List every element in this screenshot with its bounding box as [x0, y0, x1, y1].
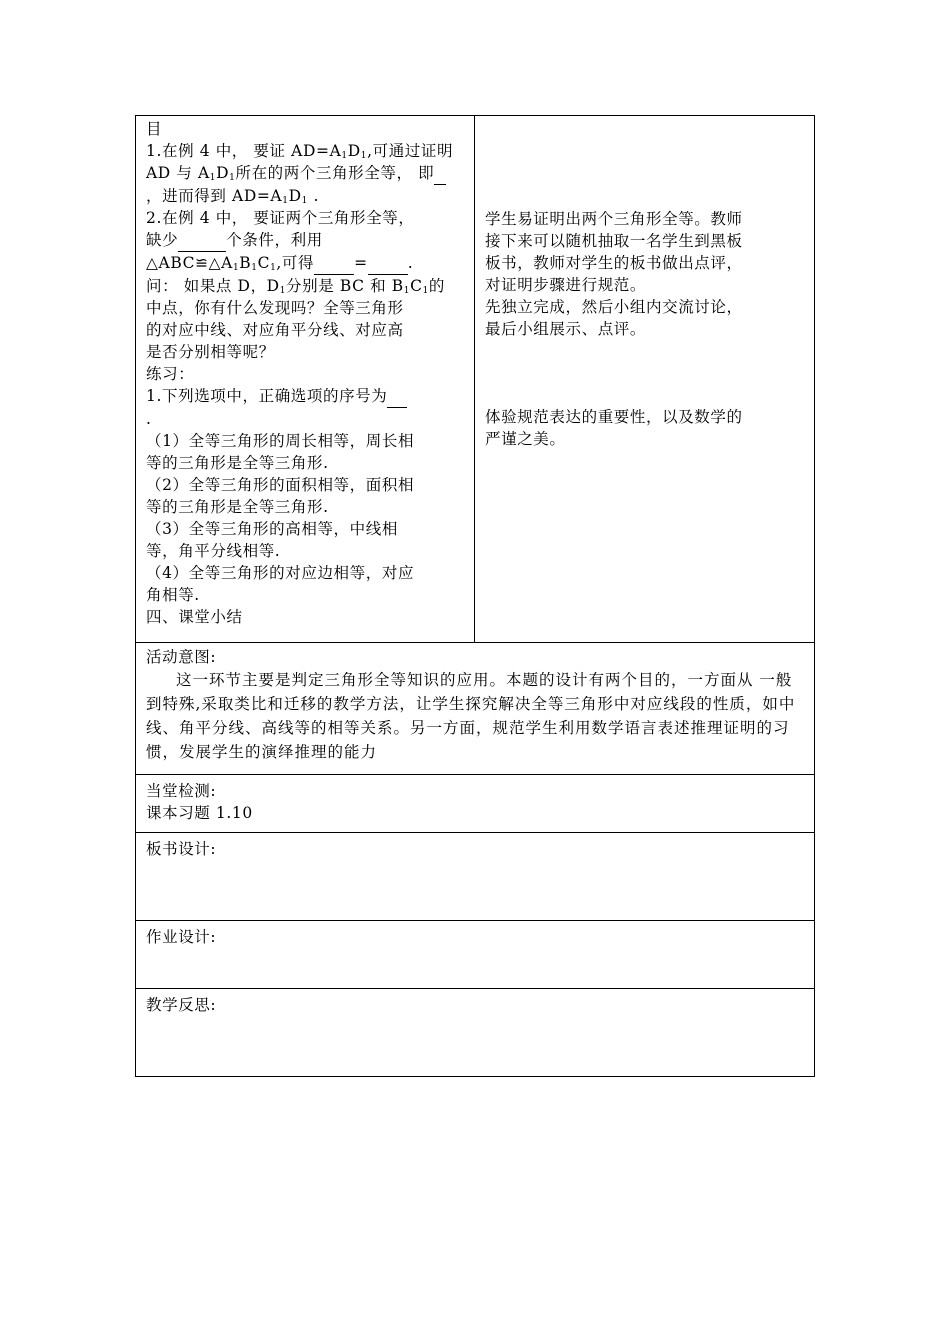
- question-line: [146, 275, 468, 297]
- subscript: 1: [209, 173, 217, 183]
- subscript: 1: [229, 173, 236, 183]
- subscript: 1: [301, 196, 308, 206]
- text: B: [239, 254, 252, 272]
- subscript: 1: [403, 286, 411, 296]
- board-design-row: [136, 832, 814, 920]
- text: 1.在例 4 中， 要证 AD=A: [146, 142, 342, 160]
- subscript: 1: [341, 151, 348, 161]
- row-label: 当堂检测:: [146, 782, 217, 800]
- text-line: 的对应中线、对应角平分线、对应高: [146, 321, 404, 339]
- question-2-line-1: 2.在例 4 中， 要证两个三角形全等，: [146, 209, 415, 227]
- row-label: 板书设计:: [146, 840, 217, 858]
- answer-blank: [434, 162, 446, 185]
- option-3-line-1: （3）全等三角形的高相等，中线相: [146, 520, 398, 538]
- row-label: 教学反思:: [146, 996, 217, 1014]
- text: 缺少: [146, 231, 179, 249]
- text-line: 体验规范表达的重要性，以及数学的: [485, 408, 743, 426]
- text-line: 中点，你有什么发现吗？全等三角形: [146, 299, 404, 317]
- text: D: [347, 142, 361, 160]
- question-1-line-3: [146, 185, 468, 207]
- homework-design-row: [136, 920, 814, 988]
- row-text: 课本习题 1.10: [146, 804, 253, 822]
- text: D: [216, 164, 230, 182]
- text-line: 板书，教师对学生的板书做出点评，: [485, 254, 743, 272]
- option-1-line-1: （1）全等三角形的周长相等，周长相: [146, 432, 415, 450]
- text: AD 与 A: [146, 164, 210, 182]
- answer-blank: [178, 229, 226, 252]
- text: △ABC≌△A: [146, 254, 233, 272]
- activity-intent-paragraph: 这一环节主要是判定三角形全等知识的应用。本题的设计有两个目的，一方面从 一般到特殊,采取类比和迁移的教学方法，让学生探究解决全等三角形中对应线段的性质，如中线、角平分线、高线等的相等关系。另一方面，规范学生利用数学语言表述推理证明的习惯，发展学生的演绎推理的能力: [146, 671, 796, 761]
- teaching-process-row: [136, 116, 814, 642]
- option-4-line-2: 角相等.: [146, 586, 200, 604]
- text-line: 最后小组展示、点评。: [485, 320, 647, 338]
- subscript: 1: [282, 196, 289, 206]
- option-1-line-2: 等的三角形是全等三角形.: [146, 454, 329, 472]
- text: .: [407, 254, 414, 272]
- answer-blank: [314, 252, 354, 275]
- text: C: [257, 254, 271, 272]
- subscript: 1: [270, 263, 277, 273]
- teaching-reflection-row: [136, 988, 814, 1076]
- text: 问： 如果点 D，D: [146, 277, 280, 295]
- subscript: 1: [360, 151, 368, 161]
- text: 所在的两个三角形全等， 即: [235, 164, 435, 182]
- text: C: [410, 277, 423, 295]
- text: .: [307, 187, 319, 205]
- text: D: [288, 187, 302, 205]
- subscript: 1: [422, 286, 429, 296]
- text-line: 先独立完成，然后小组内交流讨论，: [485, 298, 743, 316]
- option-2-line-1: （2）全等三角形的面积相等，面积相: [146, 476, 415, 494]
- question-2-line-3: [146, 252, 468, 275]
- option-2-line-2: 等的三角形是全等三角形.: [146, 498, 329, 516]
- text-line: 严谨之美。: [485, 430, 566, 448]
- exercise-heading: 练习：: [146, 365, 195, 383]
- text: 分别是 BC 和 B: [286, 277, 404, 295]
- in-class-check-row: [136, 774, 814, 832]
- answer-blank: [387, 385, 407, 408]
- section-heading: 四、课堂小结: [146, 608, 243, 626]
- text-line: .: [146, 410, 152, 428]
- subscript: 1: [251, 263, 258, 273]
- question-1-line-2: [146, 162, 468, 185]
- text-line: 接下来可以随机抽取一名学生到黑板: [485, 232, 743, 250]
- lesson-plan-table: [135, 115, 815, 1077]
- text: ,可得: [276, 254, 315, 272]
- answer-blank: [368, 252, 408, 275]
- subscript: 1: [232, 263, 240, 273]
- text: 个条件，利用: [226, 231, 323, 249]
- text-line: 是否分别相等呢？: [146, 343, 275, 361]
- text-line: 目: [146, 120, 163, 138]
- right-cell: [475, 116, 814, 642]
- row-label: 活动意图:: [146, 648, 217, 666]
- question-1-line-1: [146, 140, 468, 162]
- option-4-line-1: （4）全等三角形的对应边相等，对应: [146, 564, 415, 582]
- option-3-line-2: 等，角平分线相等.: [146, 542, 281, 560]
- text: =: [354, 254, 368, 272]
- text: ,可通过证明: [367, 142, 454, 160]
- left-cell: [136, 116, 475, 642]
- text-line: 学生易证明出两个三角形全等。教师: [485, 210, 743, 228]
- text-line: 对证明步骤进行规范。: [485, 276, 647, 294]
- text: ，进而得到 AD=A: [146, 187, 283, 205]
- spacer: [485, 340, 808, 406]
- question-2-line-2: [146, 229, 468, 252]
- exercise-1-line: [146, 385, 468, 408]
- subscript: 1: [279, 286, 287, 296]
- text: 的: [428, 277, 445, 295]
- activity-intent-row: [136, 642, 814, 774]
- text: 1.下列选项中，正确选项的序号为: [146, 387, 388, 405]
- row-label: 作业设计:: [146, 928, 217, 946]
